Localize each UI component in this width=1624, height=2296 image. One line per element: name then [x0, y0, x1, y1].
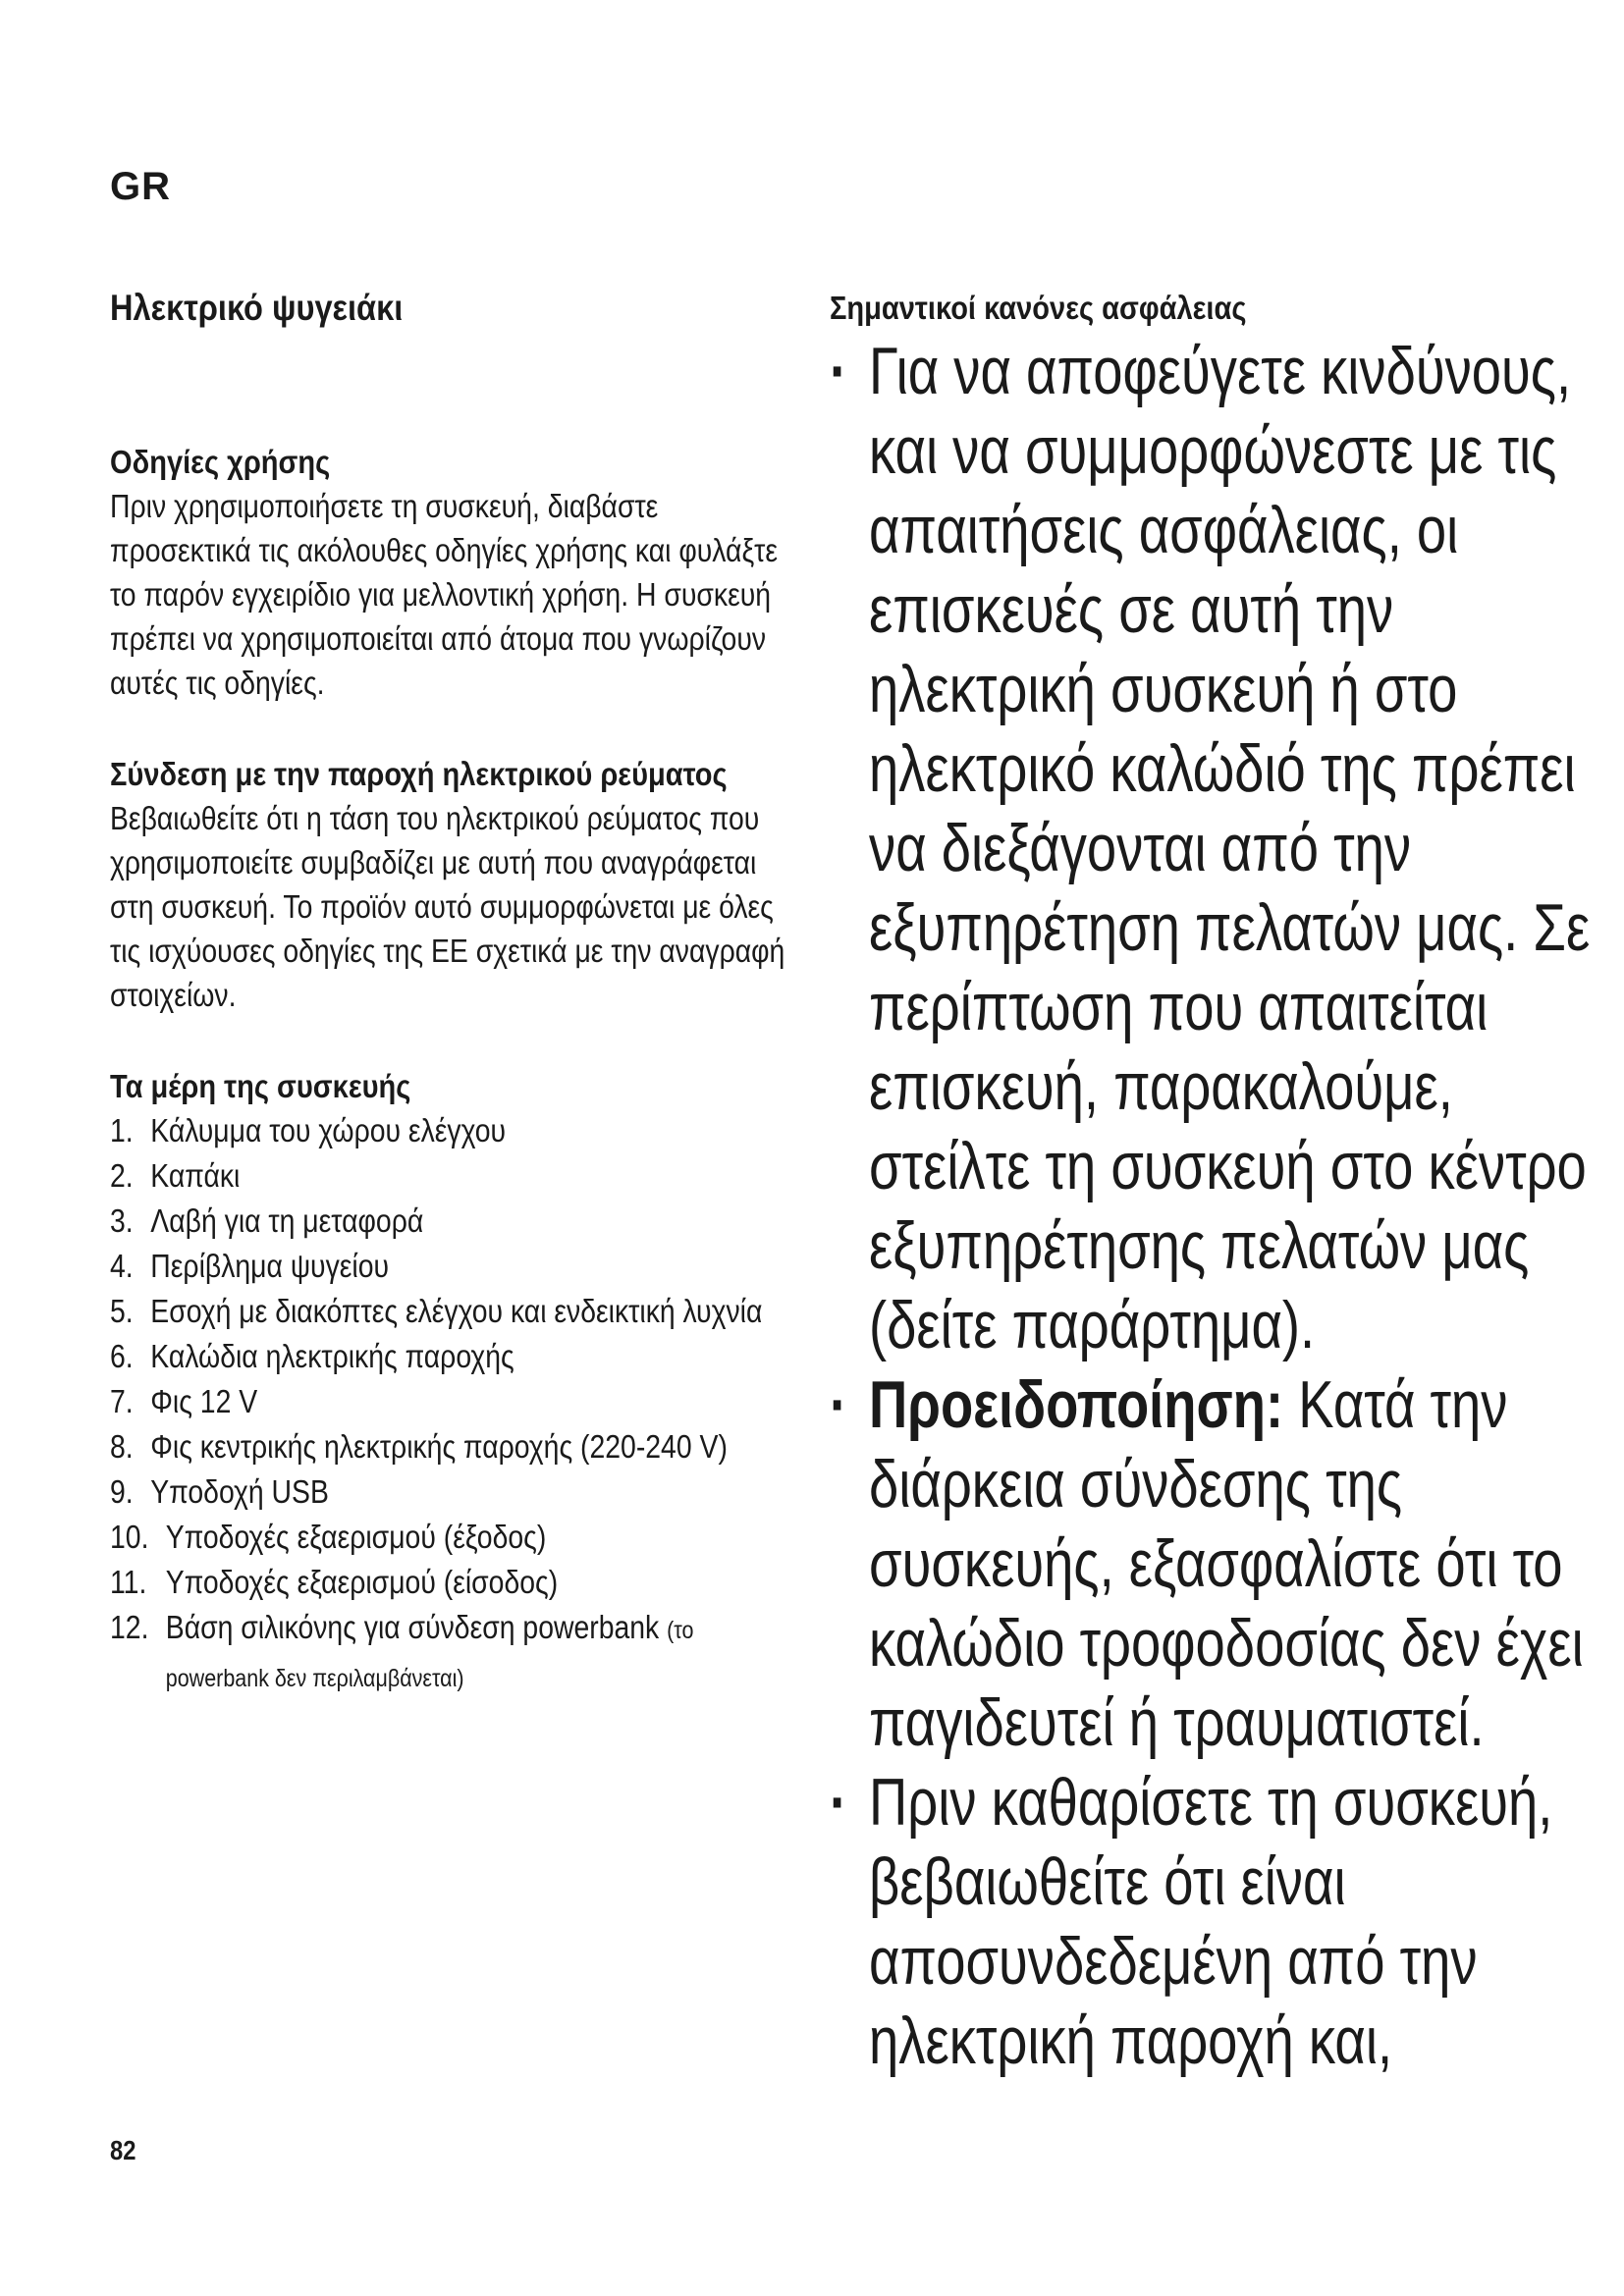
item-number: 8.: [110, 1428, 134, 1465]
list-item: [110, 1108, 795, 1153]
bullet-icon: ·: [830, 1367, 848, 1442]
list-item: [110, 1153, 795, 1199]
safety-rule: [830, 1763, 1596, 2081]
parts-heading: Τα μέρη της συσκευής: [110, 1068, 411, 1104]
power-section: [110, 752, 797, 1017]
bullet-icon: ·: [830, 1765, 848, 1840]
item-number: 9.: [110, 1473, 134, 1510]
item-number: 2.: [110, 1157, 134, 1194]
item-number: 12.: [110, 1609, 149, 1645]
power-text: Βεβαιωθείτε ότι η τάση του ηλεκτρικού ρεύματος που χρησιμοποιείτε συμβαδίζει με αυτή που αναγράφεται στη συσκευή. Το προϊόν αυτό συμμορφώνεται με όλες τις ισχύουσες οδηγίες της ΕΕ σχετικά με την αναγραφή στοιχείων.: [110, 800, 785, 1013]
list-item: [110, 1605, 795, 1701]
rule-text: Για να αποφεύγετε κινδύνους, και να συμμορφώνεστε με τις απαιτήσεις ασφάλειας, οι επισκευές σε αυτή την ηλεκτρική συσκευή ή στο ηλεκτρικό καλώδιό της πρέπει να διεξάγονται από την εξυπηρέτηση πελατών μας. Σε περίπτωση που απαιτείται επισκευή, παρακαλούμε, στείλτε τη συσκευή στο κέντρο εξυπηρέτησης πελατών μας (δείτε παράρτημα).: [869, 334, 1591, 1362]
list-item: [110, 1424, 795, 1469]
item-text: Περίβλημα ψυγείου: [150, 1248, 390, 1284]
bullet-icon: ·: [830, 334, 848, 408]
item-number: 5.: [110, 1293, 134, 1329]
warning-label: Προειδοποίηση:: [869, 1367, 1284, 1442]
item-note: (το powerbank δεν περιλαμβάνεται): [165, 1617, 694, 1692]
list-item: [110, 1244, 795, 1289]
item-number: 10.: [110, 1519, 149, 1555]
list-item: [110, 1515, 795, 1560]
page-number: 82: [110, 2135, 136, 2165]
usage-section: [110, 440, 797, 705]
list-item: [110, 1199, 795, 1244]
usage-text: Πριν χρησιμοποιήσετε τη συσκευή, διαβάστε προσεκτικά τις ακόλουθες οδηγίες χρήσης και φυλάξτε το παρόν εγχειρίδιο για μελλοντική χρήση. Η συσκευή πρέπει να χρησιμοποιείται από άτομα που γνωρίζουν αυτές τις οδηγίες.: [110, 488, 779, 701]
item-text: Φις 12 V: [150, 1383, 258, 1419]
item-text: Κάλυμμα του χώρου ελέγχου: [150, 1112, 507, 1148]
rule-text: Κατά την διάρκεια σύνδεσης της συσκευής, εξασφαλίστε ότι το καλώδιο τροφοδοσίας δεν έχει παγιδευτεί ή τραυματιστεί.: [869, 1367, 1584, 1760]
safety-rule: [830, 332, 1596, 1365]
item-text: Υποδοχές εξαερισμού (είσοδος): [165, 1564, 559, 1600]
item-text: Φις κεντρικής ηλεκτρικής παροχής (220-240 V): [150, 1428, 728, 1465]
parts-section: [110, 1064, 797, 1701]
item-text: Υποδοχές εξαερισμού (έξοδος): [165, 1519, 547, 1555]
item-text: Υποδοχή USB: [150, 1473, 329, 1510]
language-code: GR: [110, 165, 171, 208]
safety-rules-heading: Σημαντικοί κανόνες ασφάλειας: [830, 290, 1247, 326]
item-number: 3.: [110, 1202, 134, 1239]
list-item: [110, 1379, 795, 1424]
list-item: [110, 1289, 795, 1334]
document-title: Ηλεκτρικό ψυγειάκι: [110, 288, 404, 328]
parts-list: [110, 1108, 795, 1701]
list-item: [110, 1334, 795, 1379]
list-item: [110, 1560, 795, 1605]
item-text: Καπάκι: [150, 1157, 241, 1194]
usage-heading: Οδηγίες χρήσης: [110, 444, 331, 480]
item-text: Εσοχή με διακόπτες ελέγχου και ενδεικτική λυχνία: [150, 1293, 763, 1329]
power-heading: Σύνδεση με την παροχή ηλεκτρικού ρεύματος: [110, 756, 728, 792]
right-column: [830, 285, 1591, 2081]
item-number: 11.: [110, 1564, 147, 1600]
item-text: Καλώδια ηλεκτρικής παροχής: [150, 1338, 514, 1374]
list-item: [110, 1469, 795, 1515]
item-text: Βάση σιλικόνης για σύνδεση powerbank: [165, 1609, 660, 1645]
item-number: 7.: [110, 1383, 134, 1419]
left-column: [110, 285, 797, 1748]
item-number: 1.: [110, 1112, 134, 1148]
item-number: 6.: [110, 1338, 134, 1374]
item-text: Λαβή για τη μεταφορά: [150, 1202, 424, 1239]
rule-text: Πριν καθαρίσετε τη συσκευή, βεβαιωθείτε ότι είναι αποσυνδεδεμένη από την ηλεκτρική παροχή και,: [869, 1765, 1553, 2078]
item-number: 4.: [110, 1248, 134, 1284]
safety-rule: [830, 1365, 1596, 1763]
